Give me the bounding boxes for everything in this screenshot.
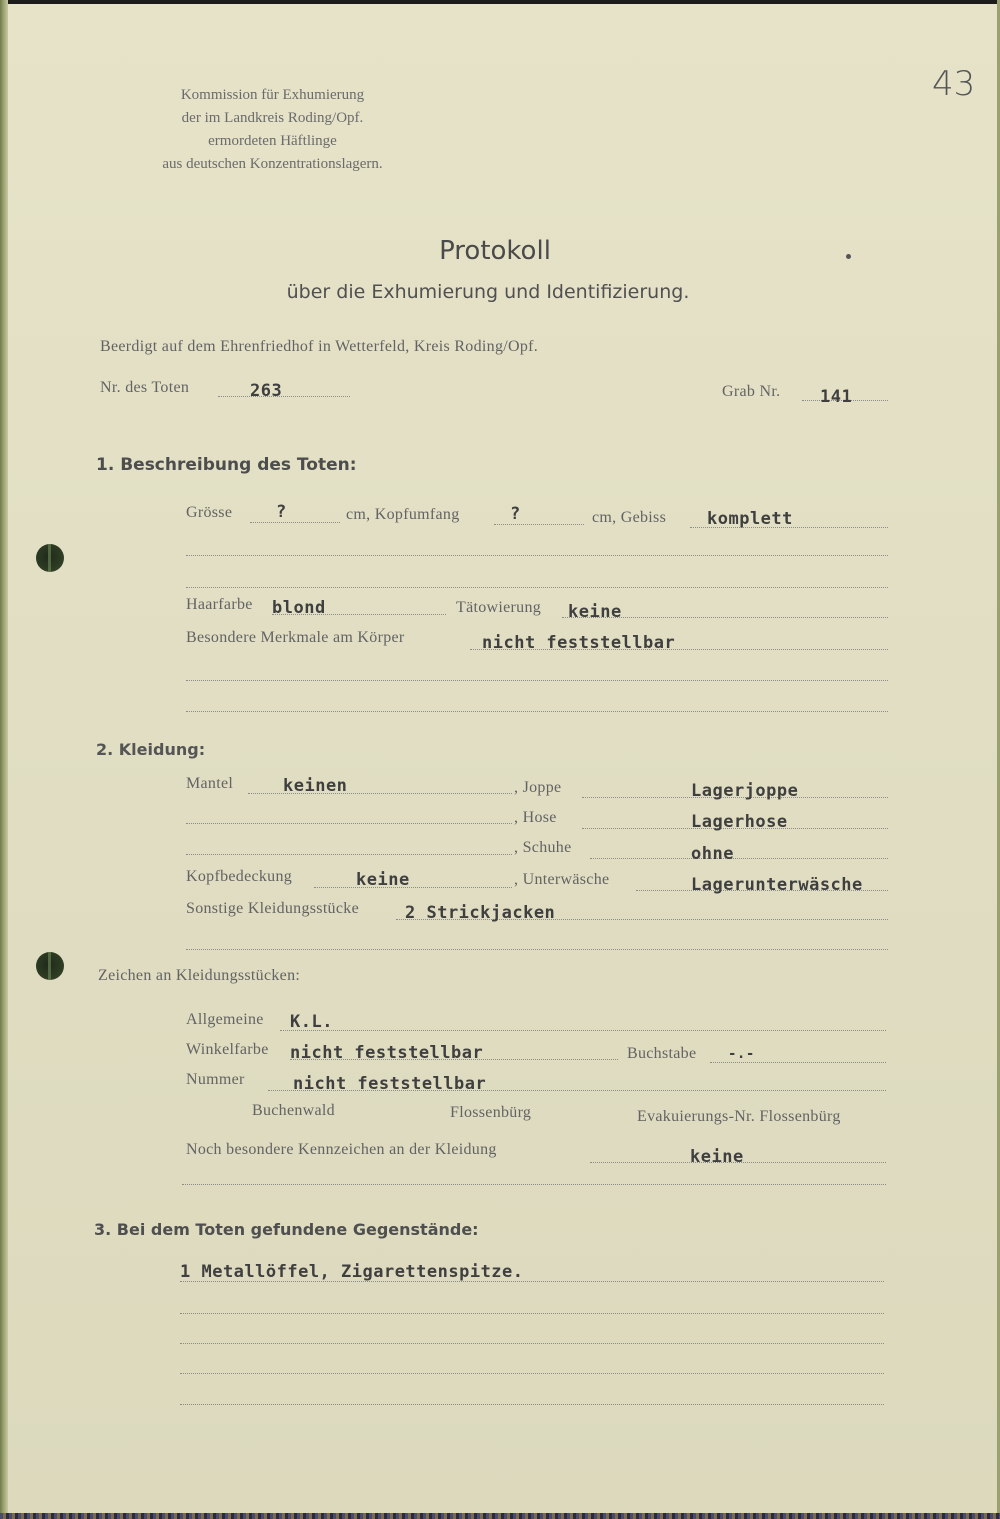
- scan-edge-left: [0, 0, 8, 1519]
- merkmale-value: nicht feststellbar: [482, 633, 676, 653]
- dotted-line: [590, 858, 888, 859]
- found-items-value: 1 Metallöffel, Zigarettenspitze.: [180, 1262, 524, 1282]
- header-line: der im Landkreis Roding/Opf.: [181, 110, 364, 126]
- blank-line: [180, 1373, 884, 1374]
- scan-edge-top: [0, 0, 1000, 4]
- groesse-label: Grösse: [186, 504, 233, 521]
- camp-column-flossenbuerg: Flossenbürg: [450, 1104, 532, 1121]
- kopfbedeckung-label: Kopfbedeckung: [186, 868, 293, 885]
- dotted-line: [314, 887, 512, 888]
- allgemeine-label: Allgemeine: [186, 1011, 264, 1028]
- blank-line: [186, 949, 888, 950]
- besondere-kennzeichen-label: Noch besondere Kennzeichen an der Kleidung: [186, 1141, 497, 1158]
- schuhe-value: ohne: [691, 844, 734, 864]
- blank-line: [180, 1343, 884, 1344]
- sonstige-label: Sonstige Kleidungsstücke: [186, 900, 359, 917]
- groesse-value: ?: [276, 502, 287, 522]
- burial-line: Beerdigt auf dem Ehrenfriedhof in Wetterfeld, Kreis Roding/Opf.: [100, 338, 539, 355]
- gebiss-label: cm, Gebiss: [592, 509, 667, 526]
- dotted-line: [494, 524, 584, 525]
- dotted-line: [710, 1062, 886, 1063]
- ink-dot: [846, 254, 851, 259]
- unterwaesche-label: , Unterwäsche: [514, 871, 610, 888]
- dotted-line: [186, 854, 512, 855]
- besondere-kennzeichen-value: keine: [690, 1147, 744, 1167]
- buchstabe-value: -.-: [728, 1046, 755, 1062]
- punch-hole-icon: [36, 544, 64, 572]
- blank-line: [186, 711, 888, 712]
- commission-header: [100, 84, 445, 176]
- mantel-value: keinen: [283, 776, 348, 796]
- gebiss-value: komplett: [707, 509, 793, 529]
- camp-column-buchenwald: Buchenwald: [252, 1102, 335, 1119]
- winkelfarbe-label: Winkelfarbe: [186, 1041, 269, 1058]
- scan-edge-bottom: [0, 1513, 1000, 1519]
- joppe-value: Lagerjoppe: [691, 781, 799, 801]
- section-heading: 1. Beschreibung des Toten:: [96, 455, 357, 475]
- schuhe-label: , Schuhe: [514, 839, 572, 856]
- blank-line: [186, 587, 888, 588]
- taetowierung-label: Tätowierung: [456, 599, 542, 616]
- haarfarbe-value: blond: [272, 598, 326, 618]
- sonstige-value: 2 Strickjacken: [405, 903, 556, 923]
- header-line: ermordeten Häftlinge: [208, 133, 337, 149]
- dead-no-label: Nr. des Toten: [100, 379, 190, 396]
- allgemeine-value: K.L.: [290, 1012, 333, 1032]
- camp-column-evakuierung: Evakuierungs-Nr. Flossenbürg: [637, 1108, 841, 1125]
- nummer-label: Nummer: [186, 1071, 245, 1088]
- section-heading: 2. Kleidung:: [96, 740, 206, 759]
- kopfumfang-value: ?: [510, 504, 521, 524]
- nummer-value: nicht feststellbar: [293, 1074, 487, 1094]
- taetowierung-value: keine: [568, 602, 622, 622]
- header-line: aus deutschen Konzentrationslagern.: [162, 156, 383, 172]
- winkelfarbe-value: nicht feststellbar: [290, 1043, 484, 1063]
- hose-label: , Hose: [514, 809, 557, 826]
- grave-no-value: 141: [820, 387, 853, 407]
- blank-line: [186, 680, 888, 681]
- marks-heading: Zeichen an Kleidungsstücken:: [98, 967, 301, 984]
- page-title: Protokoll: [439, 236, 551, 266]
- kopfumfang-label: cm, Kopfumfang: [346, 506, 460, 523]
- page-number: 43: [932, 64, 976, 104]
- dotted-line: [280, 1030, 886, 1031]
- blank-line: [186, 555, 888, 556]
- dotted-line: [250, 522, 340, 523]
- haarfarbe-label: Haarfarbe: [186, 596, 253, 613]
- buchstabe-label: Buchstabe: [627, 1045, 697, 1062]
- blank-line: [180, 1404, 884, 1405]
- grave-no-label: Grab Nr.: [722, 383, 781, 400]
- blank-line: [182, 1184, 886, 1185]
- merkmale-label: Besondere Merkmale am Körper: [186, 629, 405, 646]
- dead-no-value: 263: [250, 381, 283, 401]
- unterwaesche-value: Lagerunterwäsche: [691, 875, 863, 895]
- kopfbedeckung-value: keine: [356, 870, 410, 890]
- dotted-line: [218, 396, 350, 397]
- section-heading: 3. Bei dem Toten gefundene Gegenstände:: [94, 1220, 479, 1239]
- punch-hole-icon: [36, 952, 64, 980]
- joppe-label: , Joppe: [514, 779, 562, 796]
- hose-value: Lagerhose: [691, 812, 788, 832]
- blank-line: [180, 1313, 884, 1314]
- mantel-label: Mantel: [186, 775, 234, 792]
- dotted-line: [186, 823, 512, 824]
- header-line: Kommission für Exhumierung: [180, 87, 365, 103]
- page-subtitle: über die Exhumierung und Identifizierung.: [286, 281, 690, 303]
